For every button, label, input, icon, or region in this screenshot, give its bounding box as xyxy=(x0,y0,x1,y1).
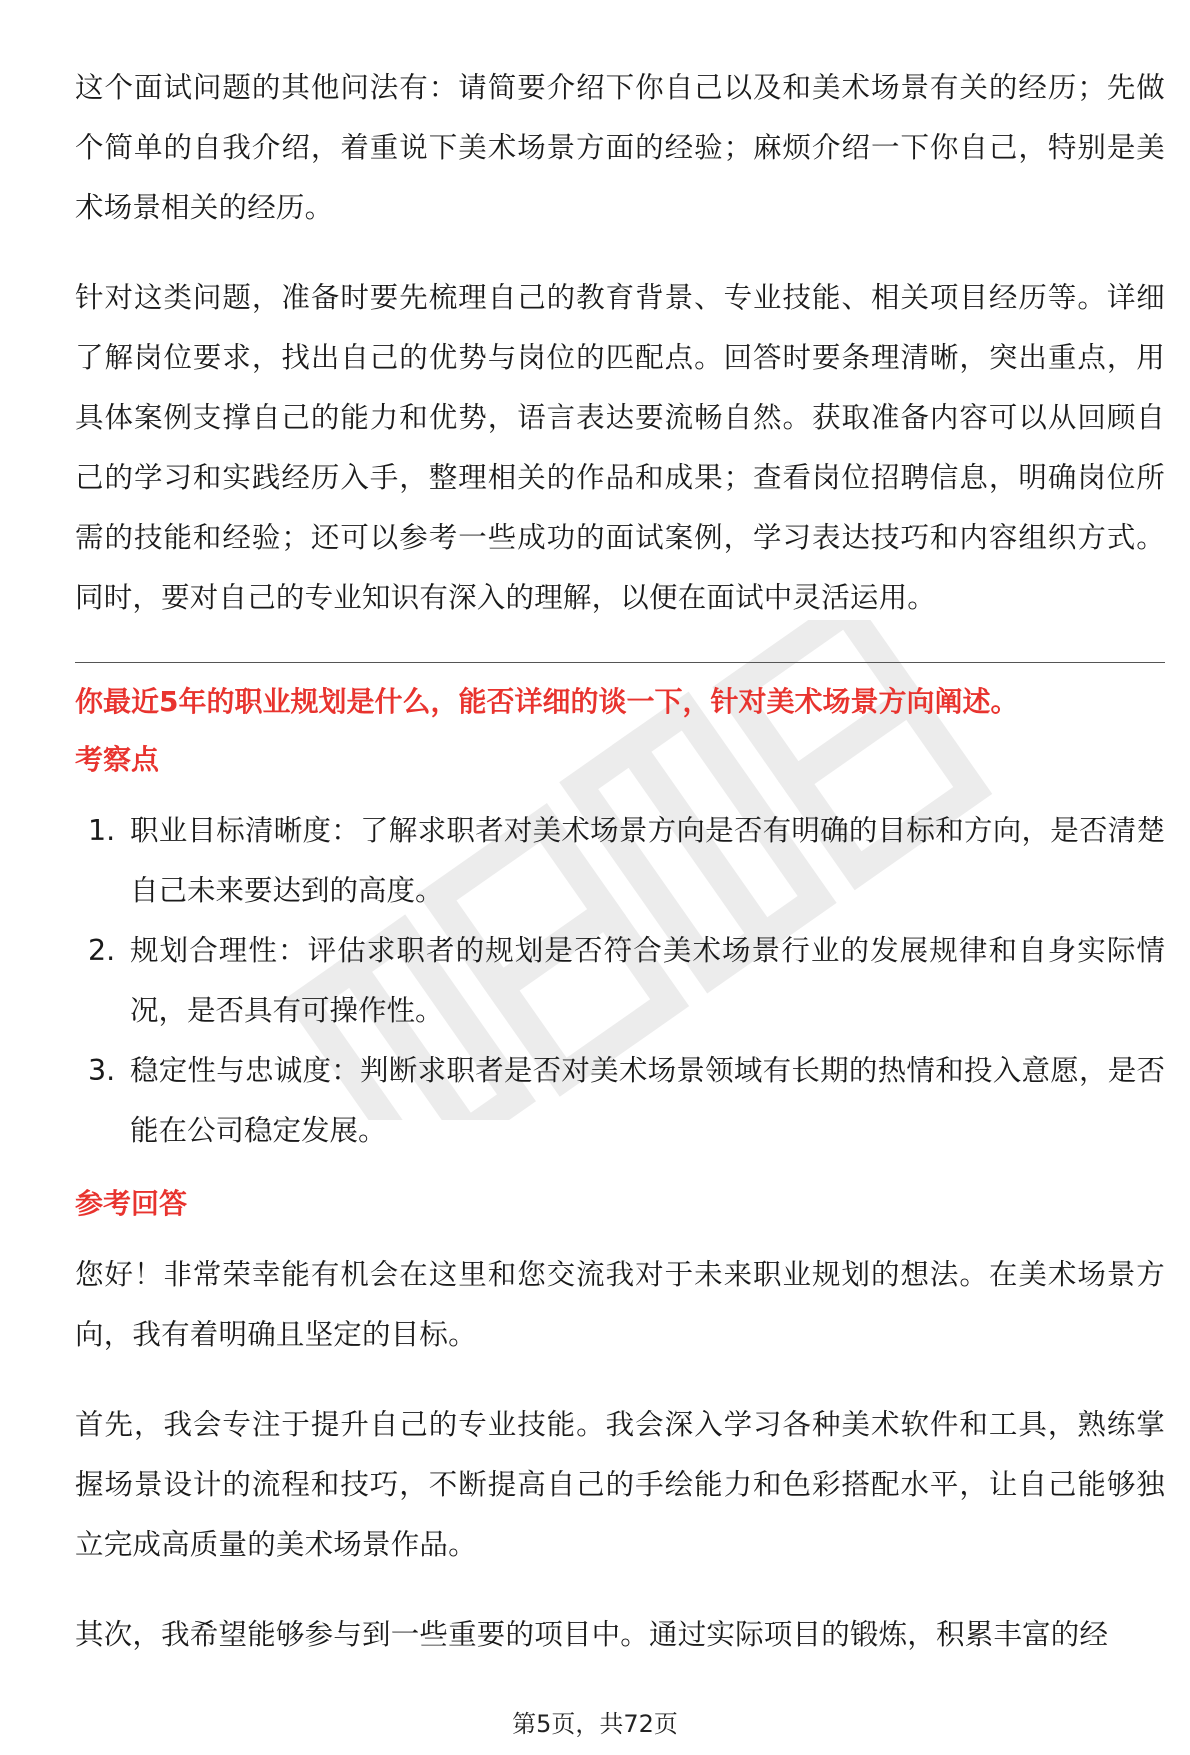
question-heading: 你最近5年的职业规划是什么，能否详细的谈一下，针对美术场景方向阐述。 xyxy=(75,685,1019,718)
list-item-text: 规划合理性：评估求职者的规划是否符合美术场景行业的发展规律和自身实际情况，是否具有可操作性。 xyxy=(130,934,1165,1027)
list-number: 1. xyxy=(88,814,116,847)
answer-paragraph-3: 其次，我希望能够参与到一些重要的项目中。通过实际项目的锻炼，积累丰富的经 xyxy=(75,1618,1109,1651)
list-number: 3. xyxy=(88,1054,116,1087)
list-item xyxy=(75,921,1165,1041)
list-item xyxy=(75,801,1165,921)
list-number: 2. xyxy=(88,934,116,967)
list-item xyxy=(75,1041,1165,1161)
section-divider xyxy=(75,662,1165,663)
list-item-text: 职业目标清晰度：了解求职者对美术场景方向是否有明确的目标和方向，是否清楚自己未来要达到的高度。 xyxy=(130,814,1165,907)
answer-paragraph-1: 您好！非常荣幸能有机会在这里和您交流我对于未来职业规划的想法。在美术场景方向，我有着明确且坚定的目标。 xyxy=(75,1258,1165,1351)
points-heading: 考察点 xyxy=(75,743,160,776)
answer-heading: 参考回答 xyxy=(75,1187,188,1220)
points-list xyxy=(75,801,1165,1161)
list-item-text: 稳定性与忠诚度：判断求职者是否对美术场景领域有长期的热情和投入意愿，是否能在公司稳定发展。 xyxy=(130,1054,1165,1147)
intro-paragraph-2: 针对这类问题，准备时要先梳理自己的教育背景、专业技能、相关项目经历等。详细了解岗位要求，找出自己的优势与岗位的匹配点。回答时要条理清晰，突出重点，用具体案例支撑自己的能力和优势，语言表达要流畅自然。获取准备内容可以从回顾自己的学习和实践经历入手，整理相关的作品和成果；查看岗位招聘信息，明确岗位所需的技能和经验；还可以参考一些成功的面试案例，学习表达技巧和内容组织方式。同时，要对自己的专业知识有深入的理解，以便在面试中灵活运用。 xyxy=(75,281,1165,614)
answer-paragraph-2: 首先，我会专注于提升自己的专业技能。我会深入学习各种美术软件和工具，熟练掌握场景设计的流程和技巧，不断提高自己的手绘能力和色彩搭配水平，让自己能够独立完成高质量的美术场景作品。 xyxy=(75,1408,1165,1561)
intro-paragraph-1: 这个面试问题的其他问法有：请简要介绍下你自己以及和美术场景有关的经历；先做个简单的自我介绍，着重说下美术场景方面的经验；麻烦介绍一下你自己，特别是美术场景相关的经历。 xyxy=(75,71,1165,224)
page-footer: 第5页，共72页 xyxy=(512,1710,678,1738)
content-column xyxy=(75,58,1165,1665)
